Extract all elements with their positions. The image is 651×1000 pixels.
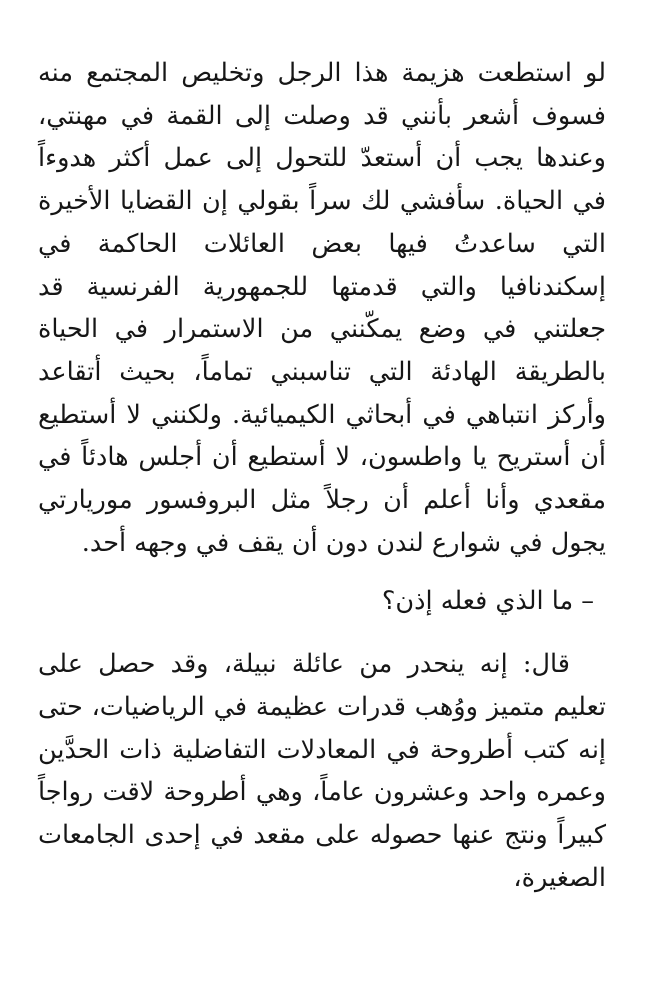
paragraph-holmes-speech: لو استطعت هزيمة هذا الرجل وتخليص المجتمع منه فسوف أشعر بأنني قد وصلت إلى القمة في مهنتي، وعندها يجب أن أستعدّ للتحول إلى عمل أكثر هدوءاً في الحياة. سأفشي لك سراً بقولي إن القضايا الأخيرة التي ساعدتُ فيها بعض العائلات الحاكمة في إسكندنافيا والتي قدمتها للجمهورية الفرنسية قد جعلتني في وضع يمكّنني من الاستمرار في الحياة بالطريقة الهادئة التي تناسبني تماماً، بحيث أتقاعد وأركز انتباهي في أبحاثي الكيميائية. ولكنني لا أستطيع أن أستريح يا واطسون، لا أستطيع أن أجلس هادئاً في مقعدي وأنا أعلم أن رجلاً مثل البروفسور موريارتي يجول في شوارع لندن دون أن يقف في وجهه أحد. <box>38 58 606 558</box>
dialogue-line-question: – ما الذي فعله إذن؟ <box>381 586 594 617</box>
paragraph-moriarty-background: قال: إنه ينحدر من عائلة نبيلة، وقد حصل على تعليم متميز ووُهب قدرات عظيمة في الرياضيات، حتى إنه كتب أطروحة في المعادلات التفاضلية ذات الحدَّين وعمره واحد وعشرون عاماً، وهي أطروحة لاقت رواجاً كبيراً ونتج عنها حصوله على مقعد في إحدى الجامعات الصغيرة، <box>38 649 606 893</box>
